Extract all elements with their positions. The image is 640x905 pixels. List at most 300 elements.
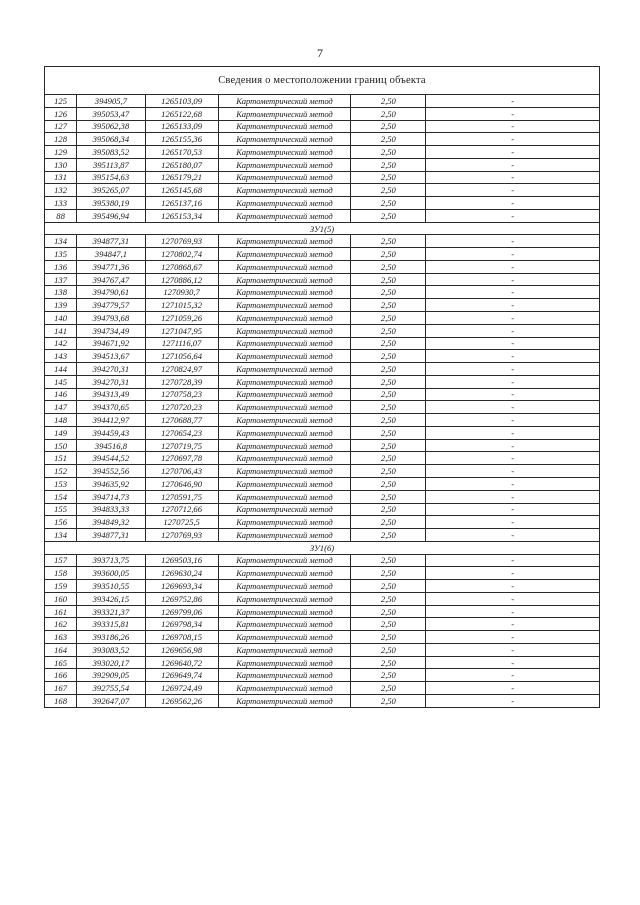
method-cell: Картометрический метод <box>218 401 351 414</box>
page-number: 7 <box>317 46 323 60</box>
description-cell: - <box>426 375 600 388</box>
point-number-cell: 139 <box>45 299 77 312</box>
description-cell: - <box>426 133 600 146</box>
x-coordinate-cell: 395154,63 <box>77 171 146 184</box>
y-coordinate-cell: 1269724,49 <box>145 682 218 695</box>
y-coordinate-cell: 1265103,09 <box>145 95 218 108</box>
description-cell: - <box>426 643 600 656</box>
x-coordinate-cell: 394905,7 <box>77 95 146 108</box>
point-number-cell: 134 <box>45 235 77 248</box>
y-coordinate-cell: 1270712,66 <box>145 503 218 516</box>
description-cell: - <box>426 669 600 682</box>
y-coordinate-cell: 1269640,72 <box>145 656 218 669</box>
point-number-cell: 132 <box>45 184 77 197</box>
y-coordinate-cell: 1270646,90 <box>145 477 218 490</box>
description-cell: - <box>426 350 600 363</box>
table-row <box>45 375 600 388</box>
x-coordinate-cell: 394771,36 <box>77 260 146 273</box>
y-coordinate-cell: 1270758,23 <box>145 388 218 401</box>
accuracy-cell: 2,50 <box>351 260 426 273</box>
point-number-cell: 125 <box>45 95 77 108</box>
y-coordinate-cell: 1270706,43 <box>145 465 218 478</box>
y-coordinate-cell: 1270930,7 <box>145 286 218 299</box>
y-coordinate-cell: 1269798,34 <box>145 618 218 631</box>
x-coordinate-cell: 395113,87 <box>77 158 146 171</box>
method-cell: Картометрический метод <box>218 656 351 669</box>
table-row <box>45 529 600 542</box>
accuracy-cell: 2,50 <box>351 618 426 631</box>
accuracy-cell: 2,50 <box>351 95 426 108</box>
accuracy-cell: 2,50 <box>351 388 426 401</box>
method-cell: Картометрический метод <box>218 465 351 478</box>
accuracy-cell: 2,50 <box>351 363 426 376</box>
accuracy-cell: 2,50 <box>351 554 426 567</box>
accuracy-cell: 2,50 <box>351 580 426 593</box>
point-number-cell: 157 <box>45 554 77 567</box>
x-coordinate-cell: 395053,47 <box>77 107 146 120</box>
accuracy-cell: 2,50 <box>351 209 426 222</box>
description-cell: - <box>426 197 600 210</box>
description-cell: - <box>426 312 600 325</box>
method-cell: Картометрический метод <box>218 146 351 159</box>
point-number-cell: 146 <box>45 388 77 401</box>
x-coordinate-cell: 394270,31 <box>77 375 146 388</box>
table-row <box>45 401 600 414</box>
method-cell: Картометрический метод <box>218 158 351 171</box>
table-row <box>45 171 600 184</box>
method-cell: Картометрический метод <box>218 503 351 516</box>
description-cell: - <box>426 260 600 273</box>
x-coordinate-cell: 394552,56 <box>77 465 146 478</box>
y-coordinate-cell: 1270654,23 <box>145 426 218 439</box>
boundary-coordinates-table <box>44 66 600 708</box>
method-cell: Картометрический метод <box>218 388 351 401</box>
method-cell: Картометрический метод <box>218 414 351 427</box>
y-coordinate-cell: 1265122,68 <box>145 107 218 120</box>
method-cell: Картометрический метод <box>218 107 351 120</box>
y-coordinate-cell: 1270719,75 <box>145 439 218 452</box>
table-row <box>45 605 600 618</box>
point-number-cell: 138 <box>45 286 77 299</box>
method-cell: Картометрический метод <box>218 643 351 656</box>
point-number-cell: 164 <box>45 643 77 656</box>
description-cell: - <box>426 158 600 171</box>
point-number-cell: 165 <box>45 656 77 669</box>
point-number-cell: 163 <box>45 631 77 644</box>
x-coordinate-cell: 394412,97 <box>77 414 146 427</box>
x-coordinate-cell: 394793,68 <box>77 312 146 325</box>
accuracy-cell: 2,50 <box>351 120 426 133</box>
section-header-row <box>45 541 600 554</box>
x-coordinate-cell: 394270,31 <box>77 363 146 376</box>
description-cell: - <box>426 580 600 593</box>
y-coordinate-cell: 1269799,06 <box>145 605 218 618</box>
table-row <box>45 426 600 439</box>
table-row <box>45 414 600 427</box>
method-cell: Картометрический метод <box>218 248 351 261</box>
method-cell: Картометрический метод <box>218 337 351 350</box>
y-coordinate-cell: 1265137,16 <box>145 197 218 210</box>
x-coordinate-cell: 393510,55 <box>77 580 146 593</box>
description-cell: - <box>426 299 600 312</box>
table-row <box>45 120 600 133</box>
table-row <box>45 146 600 159</box>
description-cell: - <box>426 324 600 337</box>
y-coordinate-cell: 1270591,75 <box>145 490 218 503</box>
method-cell: Картометрический метод <box>218 439 351 452</box>
accuracy-cell: 2,50 <box>351 324 426 337</box>
x-coordinate-cell: 393713,75 <box>77 554 146 567</box>
accuracy-cell: 2,50 <box>351 631 426 644</box>
table-row <box>45 477 600 490</box>
point-number-cell: 140 <box>45 312 77 325</box>
point-number-cell: 137 <box>45 273 77 286</box>
accuracy-cell: 2,50 <box>351 401 426 414</box>
point-number-cell: 167 <box>45 682 77 695</box>
y-coordinate-cell: 1265153,34 <box>145 209 218 222</box>
description-cell: - <box>426 605 600 618</box>
point-number-cell: 145 <box>45 375 77 388</box>
description-cell: - <box>426 120 600 133</box>
accuracy-cell: 2,50 <box>351 605 426 618</box>
x-coordinate-cell: 393020,17 <box>77 656 146 669</box>
point-number-cell: 156 <box>45 516 77 529</box>
x-coordinate-cell: 395083,52 <box>77 146 146 159</box>
x-coordinate-cell: 394790,61 <box>77 286 146 299</box>
table-row <box>45 209 600 222</box>
accuracy-cell: 2,50 <box>351 426 426 439</box>
table-row <box>45 312 600 325</box>
y-coordinate-cell: 1271047,95 <box>145 324 218 337</box>
y-coordinate-cell: 1270697,78 <box>145 452 218 465</box>
accuracy-cell: 2,50 <box>351 350 426 363</box>
point-number-cell: 136 <box>45 260 77 273</box>
section-label: ЗУ1(6) <box>45 541 600 554</box>
x-coordinate-cell: 394847,1 <box>77 248 146 261</box>
x-coordinate-cell: 395062,38 <box>77 120 146 133</box>
point-number-cell: 166 <box>45 669 77 682</box>
x-coordinate-cell: 394370,65 <box>77 401 146 414</box>
point-number-cell: 143 <box>45 350 77 363</box>
table-row <box>45 95 600 108</box>
table-row <box>45 363 600 376</box>
description-cell: - <box>426 426 600 439</box>
table-row <box>45 503 600 516</box>
accuracy-cell: 2,50 <box>351 656 426 669</box>
table-row <box>45 592 600 605</box>
table-row <box>45 133 600 146</box>
x-coordinate-cell: 395496,94 <box>77 209 146 222</box>
accuracy-cell: 2,50 <box>351 146 426 159</box>
x-coordinate-cell: 394779,57 <box>77 299 146 312</box>
y-coordinate-cell: 1265180,07 <box>145 158 218 171</box>
y-coordinate-cell: 1270769,93 <box>145 235 218 248</box>
method-cell: Картометрический метод <box>218 554 351 567</box>
x-coordinate-cell: 393600,05 <box>77 567 146 580</box>
table-row <box>45 631 600 644</box>
description-cell: - <box>426 286 600 299</box>
accuracy-cell: 2,50 <box>351 248 426 261</box>
description-cell: - <box>426 388 600 401</box>
method-cell: Картометрический метод <box>218 350 351 363</box>
method-cell: Картометрический метод <box>218 490 351 503</box>
x-coordinate-cell: 395265,07 <box>77 184 146 197</box>
table-row <box>45 197 600 210</box>
accuracy-cell: 2,50 <box>351 299 426 312</box>
y-coordinate-cell: 1269503,16 <box>145 554 218 567</box>
description-cell: - <box>426 656 600 669</box>
y-coordinate-cell: 1269630,24 <box>145 567 218 580</box>
method-cell: Картометрический метод <box>218 567 351 580</box>
accuracy-cell: 2,50 <box>351 158 426 171</box>
point-number-cell: 149 <box>45 426 77 439</box>
table-row <box>45 388 600 401</box>
method-cell: Картометрический метод <box>218 580 351 593</box>
table-row <box>45 337 600 350</box>
y-coordinate-cell: 1269562,26 <box>145 694 218 707</box>
method-cell: Картометрический метод <box>218 529 351 542</box>
accuracy-cell: 2,50 <box>351 107 426 120</box>
description-cell: - <box>426 248 600 261</box>
accuracy-cell: 2,50 <box>351 171 426 184</box>
method-cell: Картометрический метод <box>218 363 351 376</box>
y-coordinate-cell: 1271056,64 <box>145 350 218 363</box>
table-row <box>45 465 600 478</box>
method-cell: Картометрический метод <box>218 375 351 388</box>
section-header-row <box>45 222 600 235</box>
accuracy-cell: 2,50 <box>351 529 426 542</box>
point-number-cell: 153 <box>45 477 77 490</box>
y-coordinate-cell: 1270720,23 <box>145 401 218 414</box>
method-cell: Картометрический метод <box>218 197 351 210</box>
point-number-cell: 148 <box>45 414 77 427</box>
point-number-cell: 147 <box>45 401 77 414</box>
table-row <box>45 439 600 452</box>
description-cell: - <box>426 516 600 529</box>
description-cell: - <box>426 618 600 631</box>
method-cell: Картометрический метод <box>218 120 351 133</box>
point-number-cell: 135 <box>45 248 77 261</box>
description-cell: - <box>426 146 600 159</box>
table-row <box>45 184 600 197</box>
point-number-cell: 160 <box>45 592 77 605</box>
x-coordinate-cell: 394849,32 <box>77 516 146 529</box>
description-cell: - <box>426 529 600 542</box>
x-coordinate-cell: 392755,54 <box>77 682 146 695</box>
method-cell: Картометрический метод <box>218 133 351 146</box>
accuracy-cell: 2,50 <box>351 669 426 682</box>
method-cell: Картометрический метод <box>218 171 351 184</box>
description-cell: - <box>426 554 600 567</box>
accuracy-cell: 2,50 <box>351 197 426 210</box>
point-number-cell: 134 <box>45 529 77 542</box>
method-cell: Картометрический метод <box>218 516 351 529</box>
point-number-cell: 130 <box>45 158 77 171</box>
description-cell: - <box>426 95 600 108</box>
accuracy-cell: 2,50 <box>351 516 426 529</box>
description-cell: - <box>426 490 600 503</box>
point-number-cell: 168 <box>45 694 77 707</box>
description-cell: - <box>426 477 600 490</box>
point-number-cell: 126 <box>45 107 77 120</box>
accuracy-cell: 2,50 <box>351 273 426 286</box>
x-coordinate-cell: 394877,31 <box>77 529 146 542</box>
accuracy-cell: 2,50 <box>351 643 426 656</box>
description-cell: - <box>426 107 600 120</box>
method-cell: Картометрический метод <box>218 618 351 631</box>
method-cell: Картометрический метод <box>218 184 351 197</box>
x-coordinate-cell: 393315,81 <box>77 618 146 631</box>
y-coordinate-cell: 1265170,53 <box>145 146 218 159</box>
description-cell: - <box>426 694 600 707</box>
table-row <box>45 669 600 682</box>
point-number-cell: 129 <box>45 146 77 159</box>
accuracy-cell: 2,50 <box>351 592 426 605</box>
description-cell: - <box>426 567 600 580</box>
description-cell: - <box>426 235 600 248</box>
description-cell: - <box>426 414 600 427</box>
x-coordinate-cell: 395380,19 <box>77 197 146 210</box>
method-cell: Картометрический метод <box>218 273 351 286</box>
description-cell: - <box>426 363 600 376</box>
y-coordinate-cell: 1269649,74 <box>145 669 218 682</box>
x-coordinate-cell: 394313,49 <box>77 388 146 401</box>
point-number-cell: 150 <box>45 439 77 452</box>
method-cell: Картометрический метод <box>218 312 351 325</box>
accuracy-cell: 2,50 <box>351 694 426 707</box>
y-coordinate-cell: 1270824,97 <box>145 363 218 376</box>
table-row <box>45 248 600 261</box>
accuracy-cell: 2,50 <box>351 490 426 503</box>
point-number-cell: 151 <box>45 452 77 465</box>
table-row <box>45 516 600 529</box>
point-number-cell: 128 <box>45 133 77 146</box>
x-coordinate-cell: 394714,73 <box>77 490 146 503</box>
x-coordinate-cell: 392647,07 <box>77 694 146 707</box>
table-row <box>45 273 600 286</box>
table-row <box>45 656 600 669</box>
table-row <box>45 694 600 707</box>
point-number-cell: 158 <box>45 567 77 580</box>
description-cell: - <box>426 209 600 222</box>
method-cell: Картометрический метод <box>218 286 351 299</box>
point-number-cell: 88 <box>45 209 77 222</box>
x-coordinate-cell: 394635,92 <box>77 477 146 490</box>
y-coordinate-cell: 1269693,34 <box>145 580 218 593</box>
point-number-cell: 133 <box>45 197 77 210</box>
point-number-cell: 127 <box>45 120 77 133</box>
section-label: ЗУ1(5) <box>45 222 600 235</box>
y-coordinate-cell: 1270688,77 <box>145 414 218 427</box>
y-coordinate-cell: 1271116,07 <box>145 337 218 350</box>
description-cell: - <box>426 439 600 452</box>
accuracy-cell: 2,50 <box>351 133 426 146</box>
table-row <box>45 286 600 299</box>
table-row <box>45 618 600 631</box>
method-cell: Картометрический метод <box>218 605 351 618</box>
accuracy-cell: 2,50 <box>351 567 426 580</box>
method-cell: Картометрический метод <box>218 592 351 605</box>
point-number-cell: 142 <box>45 337 77 350</box>
y-coordinate-cell: 1269656,98 <box>145 643 218 656</box>
table-row <box>45 299 600 312</box>
table-row <box>45 490 600 503</box>
method-cell: Картометрический метод <box>218 235 351 248</box>
table-row <box>45 260 600 273</box>
y-coordinate-cell: 1265145,68 <box>145 184 218 197</box>
description-cell: - <box>426 401 600 414</box>
accuracy-cell: 2,50 <box>351 312 426 325</box>
y-coordinate-cell: 1270769,93 <box>145 529 218 542</box>
method-cell: Картометрический метод <box>218 95 351 108</box>
accuracy-cell: 2,50 <box>351 337 426 350</box>
method-cell: Картометрический метод <box>218 669 351 682</box>
y-coordinate-cell: 1269752,86 <box>145 592 218 605</box>
y-coordinate-cell: 1265133,09 <box>145 120 218 133</box>
accuracy-cell: 2,50 <box>351 477 426 490</box>
description-cell: - <box>426 452 600 465</box>
point-number-cell: 144 <box>45 363 77 376</box>
y-coordinate-cell: 1265155,36 <box>145 133 218 146</box>
accuracy-cell: 2,50 <box>351 235 426 248</box>
table-row <box>45 682 600 695</box>
method-cell: Картометрический метод <box>218 260 351 273</box>
x-coordinate-cell: 394671,92 <box>77 337 146 350</box>
point-number-cell: 155 <box>45 503 77 516</box>
accuracy-cell: 2,50 <box>351 286 426 299</box>
x-coordinate-cell: 393426,15 <box>77 592 146 605</box>
table-row <box>45 324 600 337</box>
y-coordinate-cell: 1270802,74 <box>145 248 218 261</box>
accuracy-cell: 2,50 <box>351 439 426 452</box>
description-cell: - <box>426 171 600 184</box>
point-number-cell: 131 <box>45 171 77 184</box>
x-coordinate-cell: 394833,33 <box>77 503 146 516</box>
y-coordinate-cell: 1270868,67 <box>145 260 218 273</box>
description-cell: - <box>426 273 600 286</box>
method-cell: Картометрический метод <box>218 631 351 644</box>
point-number-cell: 159 <box>45 580 77 593</box>
y-coordinate-cell: 1269708,15 <box>145 631 218 644</box>
description-cell: - <box>426 682 600 695</box>
method-cell: Картометрический метод <box>218 299 351 312</box>
x-coordinate-cell: 394516,8 <box>77 439 146 452</box>
x-coordinate-cell: 392909,05 <box>77 669 146 682</box>
x-coordinate-cell: 393186,26 <box>77 631 146 644</box>
x-coordinate-cell: 393083,52 <box>77 643 146 656</box>
description-cell: - <box>426 592 600 605</box>
description-cell: - <box>426 503 600 516</box>
description-cell: - <box>426 337 600 350</box>
point-number-cell: 162 <box>45 618 77 631</box>
x-coordinate-cell: 394734,49 <box>77 324 146 337</box>
y-coordinate-cell: 1271015,32 <box>145 299 218 312</box>
accuracy-cell: 2,50 <box>351 465 426 478</box>
table-row <box>45 452 600 465</box>
table-row <box>45 107 600 120</box>
accuracy-cell: 2,50 <box>351 452 426 465</box>
x-coordinate-cell: 394544,52 <box>77 452 146 465</box>
description-cell: - <box>426 184 600 197</box>
accuracy-cell: 2,50 <box>351 375 426 388</box>
x-coordinate-cell: 393321,37 <box>77 605 146 618</box>
table-row <box>45 554 600 567</box>
description-cell: - <box>426 631 600 644</box>
method-cell: Картометрический метод <box>218 477 351 490</box>
table-row <box>45 580 600 593</box>
accuracy-cell: 2,50 <box>351 414 426 427</box>
point-number-cell: 161 <box>45 605 77 618</box>
